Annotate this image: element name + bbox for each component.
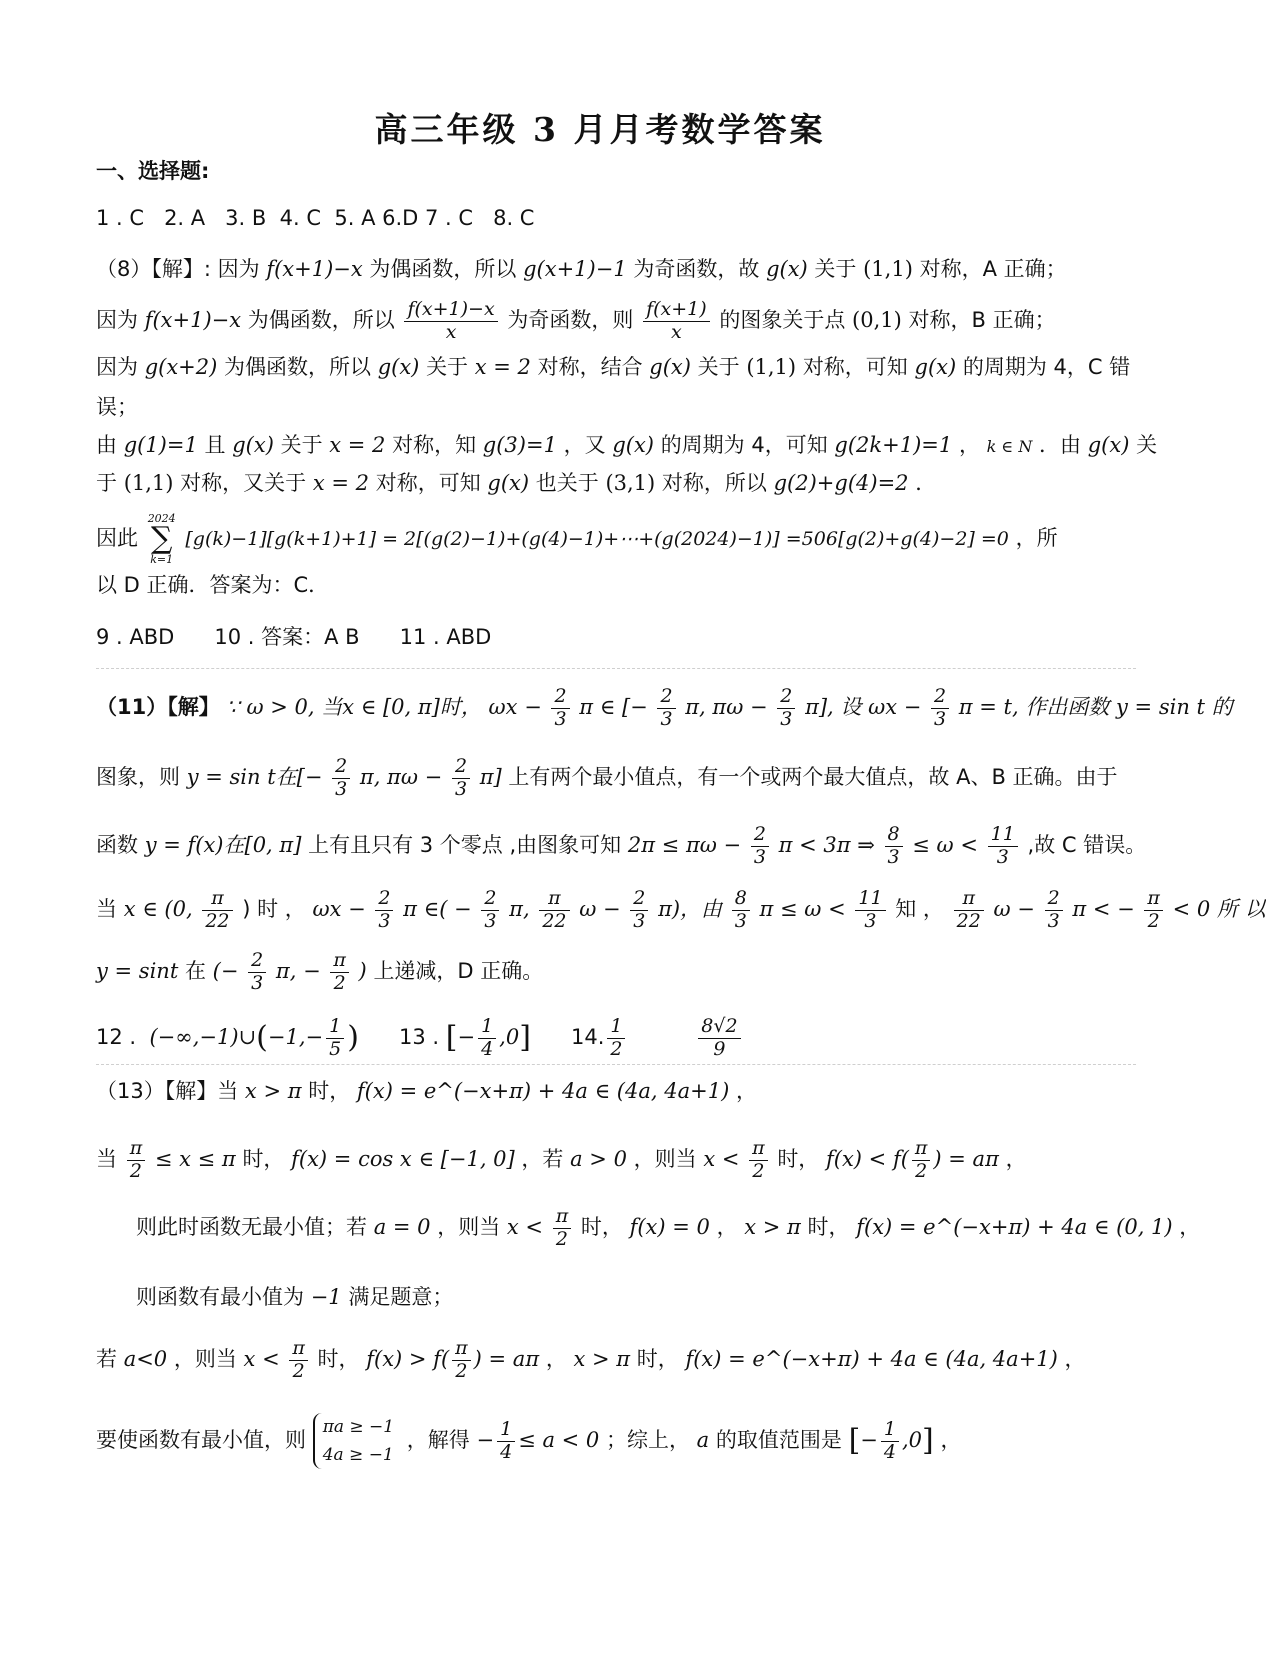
q13-line-3: 则此时函数无最小值；若 a = 0 ，则当 x < $\frac{\pi}{2}$ 时， f(x) = 0 ， x > π 时， f(x) = e^(−x+π) + 4a ∈ (0, 1) ，	[136, 1204, 1201, 1250]
q8-line-7: 因此 2024 ∑ k=1 [g(k)−1][g(k+1)+1] = 2[(g(2)−1)+(g(4)−1)+⋯+(g(2024)−1)] =506[g(2)+g(4)−2] =0 ，所	[96, 512, 1058, 566]
q13-line-2: 当 $\frac{\pi}{2}$ ≤ x ≤ π 时， f(x) = cos x ∈ [−1, 0] ，若 a > 0 ，则当 x < $\frac{\pi}{2}$ 时， f(x) < f( $\frac{\pi}{2}$ ) = aπ ，	[96, 1136, 1027, 1182]
q13-line-5: 若 a<0 ，则当 x < $\frac{\pi}{2}$ 时， f(x) > f( $\frac{\pi}{2}$ ) = aπ ， x > π 时， f(x) = e^(−x+π) + 4a ∈ (4a, 4a+1) ，	[96, 1336, 1086, 1382]
q13-line-4: 则函数有最小值为 −1 满足题意；	[136, 1285, 454, 1309]
answers-9-11: 9 . ABD 10 . 答案：A B 11 . ABD	[96, 625, 492, 649]
q8-line-2: 因为 f(x+1)−x 为偶函数，所以 $\frac{f(x+1)-x}{x}$ 为奇函数，则 $\frac{f(x+1)}{x}$ 的图象关于点 (0,1) 对称，B 正确；	[96, 297, 1056, 343]
separator-2	[96, 1064, 1136, 1065]
inequality-system: πa ≥ −1 4a ≥ −1	[313, 1413, 400, 1469]
fraction: $\frac{f(x+1)-x}{x}$	[404, 299, 497, 344]
q8-line-3: 因为 g(x+2) 为偶函数，所以 g(x) 关于 x = 2 对称，结合 g(x) 关于 (1,1) 对称，可知 g(x) 的周期为 4，C 错	[96, 355, 1131, 379]
q13-line-6: 要使函数有最小值，则 πa ≥ −1 4a ≥ −1 ，解得 − $\frac{1}{4}$ ≤ a < 0 ；综上， a 的取值范围是 [− $\frac{1}{4}$ ,0] ，	[96, 1410, 961, 1471]
q11-line-2: 图象，则 y = sin t在[− $\frac{2}{3}$ π, πω − $\frac{2}{3}$ π] 上有两个最小值点，有一个或两个最大值点，故 A、B 正确。由于	[96, 754, 1118, 800]
q8-line-1: （8）【解】: 因为 f(x+1)−x 为偶函数，所以 g(x+1)−1 为奇函数，故 g(x) 关于 (1,1) 对称，A 正确；	[96, 257, 1067, 281]
q8-line-4: 误；	[96, 395, 138, 419]
q8-line-5: 由 g(1)=1 且 g(x) 关于 x = 2 对称，知 g(3)=1 ，又 g(x) 的周期为 4，可知 g(2k+1)=1 ， k ∈ N ．由 g(x) 关	[96, 433, 1158, 457]
separator-1	[96, 668, 1136, 669]
q11-line-3: 函数 y = f(x)在[0, π] 上有且只有 3 个零点 ,由图象可知 2π ≤ πω − $\frac{2}{3}$ π < 3π ⇒ $\frac{8}{3}$ ≤ ω < $\frac{11}{3}$ ,故 C 错误。	[96, 822, 1147, 868]
q13-line-1: （13）【解】当 x > π 时， f(x) = e^(−x+π) + 4a ∈ (4a, 4a+1) ，	[96, 1079, 757, 1103]
q8-line-8: 以 D 正确．答案为：C．	[96, 573, 330, 597]
q11-line-4: 当 x ∈ (0, $\frac{\pi}{22}$ ) 时 ， ωx − $\frac{2}{3}$ π ∈( − $\frac{2}{3}$ π, $\frac{\pi}{22}$ ω − $\frac{2}{3}$ π)，由 $\frac{8}{3}$ π ≤ ω < $\frac{11}{3}$ 知 ， $\frac{\pi}{22}$ ω − $\frac{2}{3}$ π < − $\frac{\pi}{2}$ < 0 所 以	[96, 886, 1266, 932]
q11-line-1: （11）【解】 ∵ ω > 0, 当x ∈ [0, π]时， ωx − $\frac{2}{3}$ π ∈ [− $\frac{2}{3}$ π, πω − $\frac{2}{3}$ π], 设 ωx − $\frac{2}{3}$ π = t, 作出函数 y = sin t 的	[96, 684, 1233, 730]
answers-1-8: 1 . C 2. A 3. B 4. C 5. A 6.D 7 . C 8. C	[96, 206, 535, 230]
fraction: $\frac{f(x+1)}{x}$	[643, 299, 710, 344]
q11-line-5: y = sint 在 (− $\frac{2}{3}$ π, − $\frac{\pi}{2}$ ) 上递减，D 正确。	[96, 948, 544, 994]
q8-line-6: 于 (1,1) 对称，又关于 x = 2 对称，可知 g(x) 也关于 (3,1) 对称，所以 g(2)+g(4)=2 ．	[96, 471, 937, 495]
summation-sign: 2024 ∑ k=1	[147, 512, 176, 566]
answers-12-14: 12 . (−∞,−1)∪(−1,− $\frac{1}{5}$ ) 13 . [− $\frac{1}{4}$ ,0] 14. $\frac{1}{2}$ $\frac{8√2}{9}$	[96, 1012, 744, 1063]
section-heading-choice: 一、选择题:	[96, 159, 210, 183]
page-title: 高三年级 3 月月考数学答案	[374, 110, 826, 149]
